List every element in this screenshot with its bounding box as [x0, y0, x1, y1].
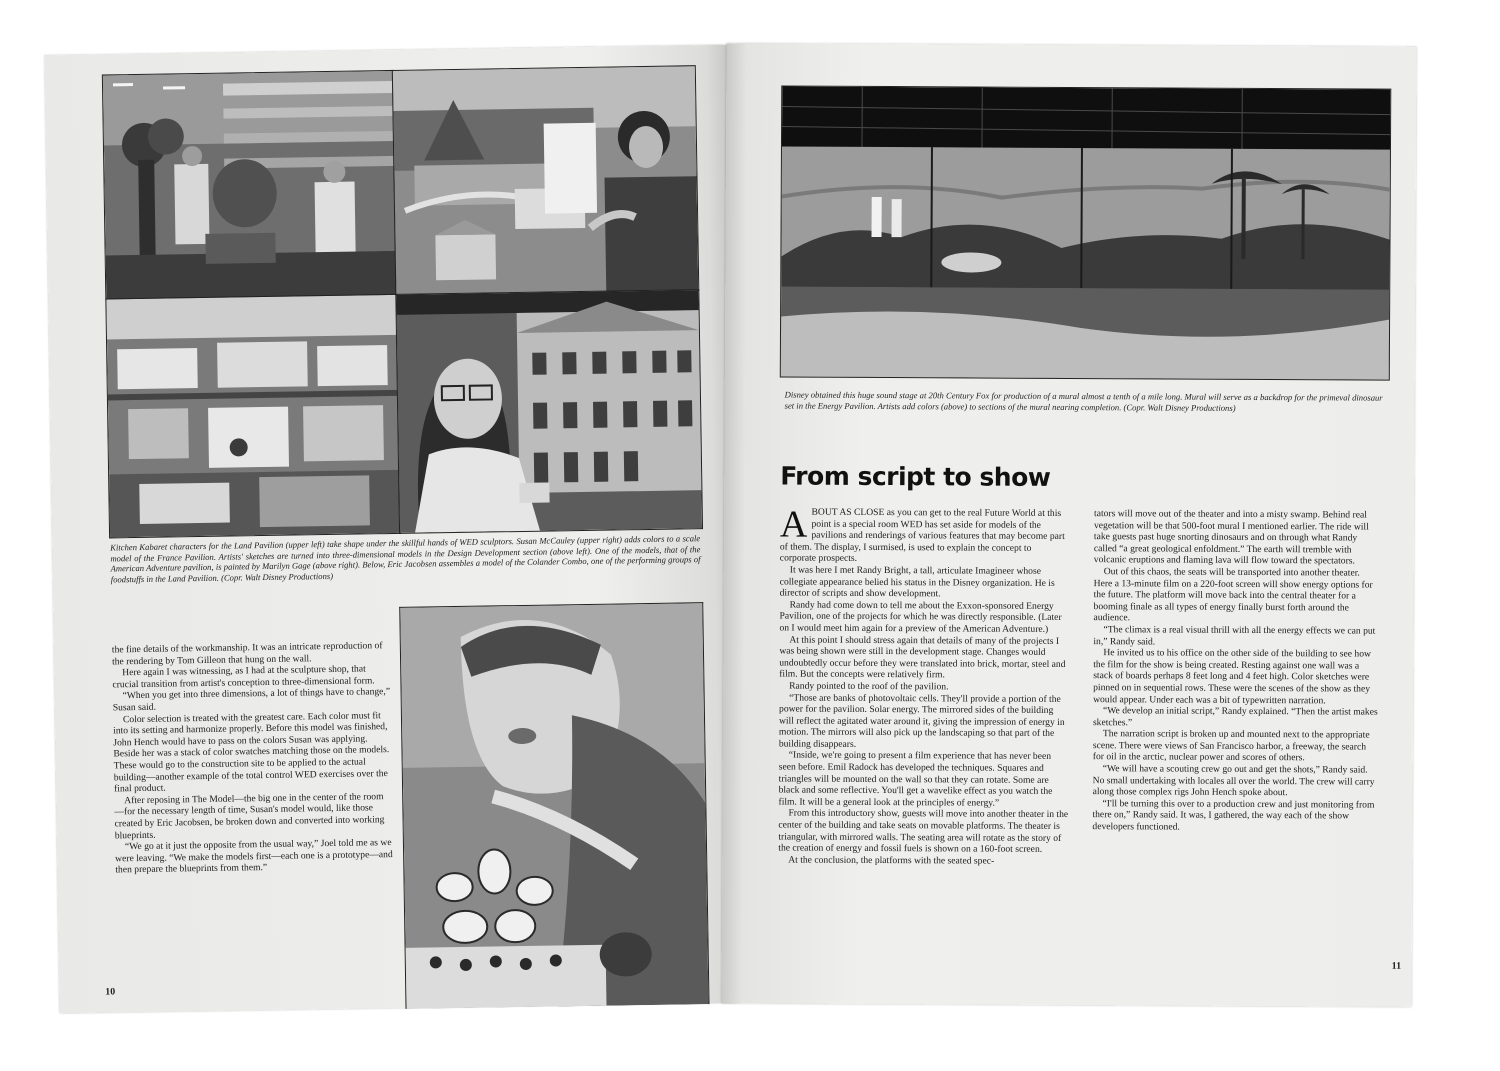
page-number-left: 10: [105, 986, 116, 998]
paragraph: At the conclusion, the platforms with the seated spec-: [788, 854, 995, 867]
dinosaur-mural-sound-stage-photo: [780, 85, 1392, 380]
paragraph: “We will have a scouting crew go out and get the shots,” Randy said. No small undertaking with locales all over the world. The crew will carry along those complex rigs John Hench spoke about.: [1092, 763, 1375, 799]
paragraph: Here again I was witnessing, as I had at the sculpture shop, that crucial transition from artist's conception to three-dimensional form.: [112, 663, 375, 691]
paragraph: He invited us to his office on the other side of the building to see how the film for the show is being created. Resting against one wall was a stack of boards perhaps 8 feet long and 4 feet high. Color sketches were pinned on in sequential rows. These were the scenes of the show as they would appear. Under each was a bit of typewritten narration.: [1093, 647, 1371, 706]
paragraph: tators will move out of the theater and into a misty swamp. Behind real vegetation will be that 500-foot mural I mentioned earlier. The ride will take guests past huge snorting dinosaurs and on through what Randy called “a great geological enfoldment.” The earth will tremble with volcanic eruptions and flaming lava will flow toward the spectators.: [1093, 508, 1369, 567]
article-headline: From script to show: [780, 461, 1051, 492]
paragraph: From this introductory show, guests will move into another theater in the center of the building and take seats on movable platforms. The theater is triangular, with mirrored walls. The seating area will rotate as the story of the creation of energy and fossil fuels is shown on a 160-foot screen.: [778, 807, 1069, 856]
paragraph: Out of this chaos, the seats will be transported into another theater. Here a 13-minute film on a 220-foot screen will show energy options for the future. The platform will move back into the central theater for a booming finale as all types of energy finally burst forth around the audience.: [1093, 566, 1373, 624]
paragraph: It was here I met Randy Bright, a tall, articulate Imagineer whose collegiate appearance belied his status in the Disney organization. He is director of scripts and show development.: [779, 564, 1055, 600]
paragraph: Randy had come down to tell me about the Exxon-sponsored Energy Pavilion, one of the projects for which he was directly responsible. (Later on I would meet him again for a preview of the American Adventure.): [779, 599, 1062, 635]
paragraph: “Those are banks of photovoltaic cells. They'll provide a portion of the power for the pavilion. Solar energy. The mirrored sides of the building will reflect the agitated water around it, giving the impression of energy in motion. The mirrors will also pick up the landscaping so that part of the building disappears.: [778, 692, 1065, 750]
left-page: [45, 45, 742, 1014]
page-number-right: 11: [1391, 960, 1402, 972]
colander-combo-model-photo: [399, 602, 709, 1009]
left-body-column: [112, 640, 394, 876]
drop-cap: A: [779, 503, 808, 546]
paragraph: “We develop an initial script,” Randy explained. “Then the artist makes sketches.”: [1092, 705, 1378, 729]
paragraph-opening: ABOUT AS CLOSE as you can get to the real Future World at this point is a special room WED has set aside for models of the pavilions and renderings of various features that may become part of them. The display, I surmised, is used to explain the concept to corporate prospects.: [779, 503, 1065, 565]
right-body-column-1: [778, 503, 1070, 867]
france-pavilion-model-photo: [392, 65, 700, 296]
paragraph: Randy pointed to the roof of the pavilion.: [789, 680, 949, 693]
paragraph: “When you get into three dimensions, a lot of things have to change,” Susan said.: [112, 686, 391, 714]
paragraph: At this point I should stress again that details of many of the projects I was being shown were still in the development stage. Changes would undoubtedly occur before they were translated into brick, mortar, steel and film. But the concepts were relatively firm.: [779, 634, 1066, 681]
right-page: [721, 43, 1416, 1007]
right-photo-caption: Disney obtained this huge sound stage at 20th Century Fox for production of a mural almost a tenth of a mile long. Mural will serve as a backdrop for the primeval dinosaur set in the Energy Pavilion. Artists add colors (above) to sections of the mural nearing completion. (Copr. Walt Disney Productions): [784, 389, 1383, 413]
right-body-column-2: [1092, 508, 1380, 834]
paragraph: Color selection is treated with the greatest care. Each color must fit into its setting and harmonize properly. Before this model was finished, John Hench would have to pass on the colors Susan was applying. Beside her was a stack of color swatches matching those on the models. These would go to the construction site to be applied to the actual building—another example of the total control WED exercises over the final product.: [113, 709, 390, 795]
design-development-section-photo: [105, 294, 401, 539]
paragraph: “We go at it just the opposite from the usual way,” Joel told me as we were leaving. “We make the models first—each one is a prototype—and then prepare the blueprints from them.”: [115, 837, 393, 876]
paragraph: The narration script is broken up and mounted next to the appropriate scene. There were views of San Francisco harbor, a freeway, the search for oil in the arctic, nuclear power and scores of others.: [1092, 728, 1370, 764]
paragraph: “Inside, we're going to present a film experience that has never been seen before. Emil Radock has developed the techniques. Squares and triangles will be mounted on the wall so that they can rotate. Some are black and some reflective. You'll get a wavelike effect as you watch the film. It will be a general look at the principles of energy.”: [778, 750, 1053, 809]
paragraph: the fine details of the workmanship. It was an intricate reproduction of the rendering by Tom Gilleon that hung on the wall.: [111, 640, 383, 668]
paragraph: “I'll be turning this over to a production crew and just monitoring from there on,” Randy said. It was, I gathered, the way each of the show developers functioned.: [1092, 798, 1375, 833]
sculptors-kitchen-kabaret-photo: [102, 70, 398, 301]
left-photo-caption: Kitchen Kabaret characters for the Land Pavilion (upper left) take shape under the skillful hands of WED sculptors. Susan McCauley (upper right) adds colors to a scale model of the France Pavilion. Artists' sketches are turned into three-dimensional models in the Design Development section (above left). One of the models, that of the American Adventure pavilion, is painted by Marilyn Gage (above right). Below, Eric Jacobsen assembles a model of the Colander Combo, one of the performing groups of foodstuffs in the Land Pavilion. (Copr. Walt Disney Productions): [110, 533, 701, 584]
american-adventure-model-photo: [395, 289, 703, 534]
paragraph: “The climax is a real visual thrill with all the energy effects we can put in,” Randy said.: [1093, 624, 1376, 647]
paragraph: After reposing in The Model—the big one in the center of the room—for the necessary length of time, Susan's model would, like those created by Eric Jacobsen, be broken down and converted into working blueprints.: [114, 790, 385, 841]
